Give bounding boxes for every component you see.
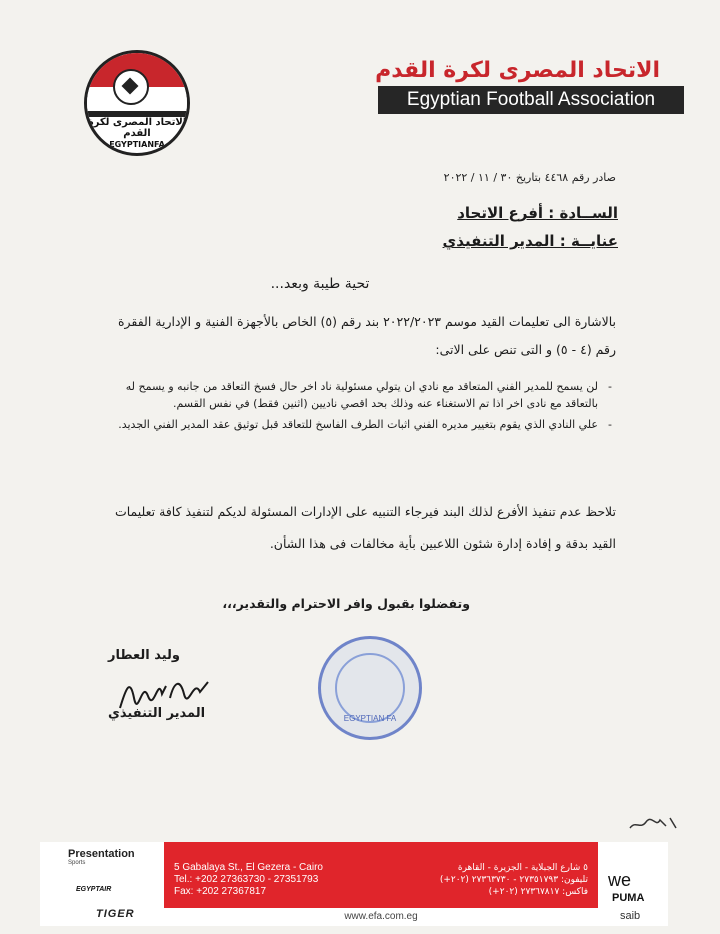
footer-phone-line-ar: تليفون: ٢٧٣٥١٧٩٣ - ٢٧٣٦٣٧٣٠ (٢٠٢+) [439, 875, 588, 885]
sponsor-puma-logo: PUMA [612, 892, 645, 904]
sponsor-presentation-logo: Presentation [68, 848, 135, 860]
footer-address-arabic [440, 862, 588, 898]
logo-text-ar: الاتحاد المصرى لكرة القدم [87, 117, 187, 139]
handwritten-initials [626, 812, 680, 834]
footer-fax-line-ar: فاكس: ٢٧٣٦٧٨١٧ (٢٠٢+) [488, 887, 588, 897]
addressee-line-2: عنايــة : المدير التنفيذي [442, 232, 618, 250]
stamp-inner-ring [335, 653, 405, 723]
list-item: - لن يسمح للمدير الفني المتعاقد مع نادي ان يتولي مسئولية ناد اخر حال فسخ التعاقد من جانبه و يسمح له بالتعاقد مع نادى اخر اذا تم الاستغناء عنه وذلك بحد اقصي ناديين (اثنين فقط) في نفس القسم. [112, 378, 612, 412]
list-item: - علي النادي الذي يقوم بتغيير مديره الفني اثبات الطرف الفاسخ للتعاقد قبل توثيق عقد المدير الفني الجديد. [112, 416, 612, 433]
sponsor-tiger-logo: TIGER [96, 908, 135, 920]
body-paragraph-1: بالاشارة الى تعليمات القيد موسم ٢٠٢٢/٢٠٢٣ بند رقم (٥) الخاص بالأجهزة الفنية و الإدارية الفقرة رقم (٤ - ٥) و التى تنص على الاتى: [117, 314, 616, 357]
letterhead-footer [40, 842, 668, 926]
footer-address-english [174, 862, 323, 898]
body-paragraph-2: تلاحظ عدم تنفيذ الأفرع لذلك البند فيرجاء التنبيه على الإدارات المسئولة لديكم لتنفيذ كافة تعليمات القيد بدقة و إفادة إدارة شئون اللاعبين بأية مخالفات فى هذا الشأن. [114, 504, 616, 551]
greeting: تحية طيبة وبعد... [270, 276, 370, 292]
signatory-name: وليد العطار [108, 648, 181, 663]
footer-phone-line: Tel.: +202 27363730 - 27351793 [174, 874, 319, 885]
title-arabic: الاتحاد المصرى لكرة القدم [375, 58, 660, 83]
title-english: Egyptian Football Association [406, 89, 656, 110]
title-english-bar [378, 86, 684, 114]
sponsor-egyptair-logo: EGYPTAIR [76, 886, 112, 893]
signatory-title: المدير التنفيذي [108, 706, 206, 721]
footer-address-line-ar: ٥ شارع الجبلاية - الجزيرة - القاهرة [457, 863, 588, 873]
addressee-line-1: الســادة : أفرع الاتحاد [457, 204, 618, 222]
sponsor-we-logo: we [608, 870, 632, 890]
footer-website[interactable]: www.efa.com.eg [164, 908, 598, 926]
sponsor-saib-logo: saib [620, 910, 641, 922]
official-stamp [318, 636, 422, 740]
logo-text [87, 117, 187, 150]
efa-logo [84, 50, 190, 156]
sponsor-presentation-sub: Sports [68, 860, 86, 866]
logo-text-en: EGYPTIANFA [109, 140, 165, 149]
football-icon [113, 69, 149, 105]
closing-line: وتفضلوا بقبول وافر الاحترام والتقدير،،، [222, 596, 470, 611]
footer-address-line: 5 Gabalaya St., El Gezera - Cairo [174, 862, 323, 873]
stamp-text: EGYPTIAN FA [343, 714, 397, 723]
footer-fax-line: Fax: +202 27367817 [174, 886, 267, 897]
reference-line: صادر رقم ٤٤٦٨ بتاريخ ٣٠ / ١١ / ٢٠٢٢ [443, 171, 616, 184]
bullet-list [112, 378, 612, 437]
